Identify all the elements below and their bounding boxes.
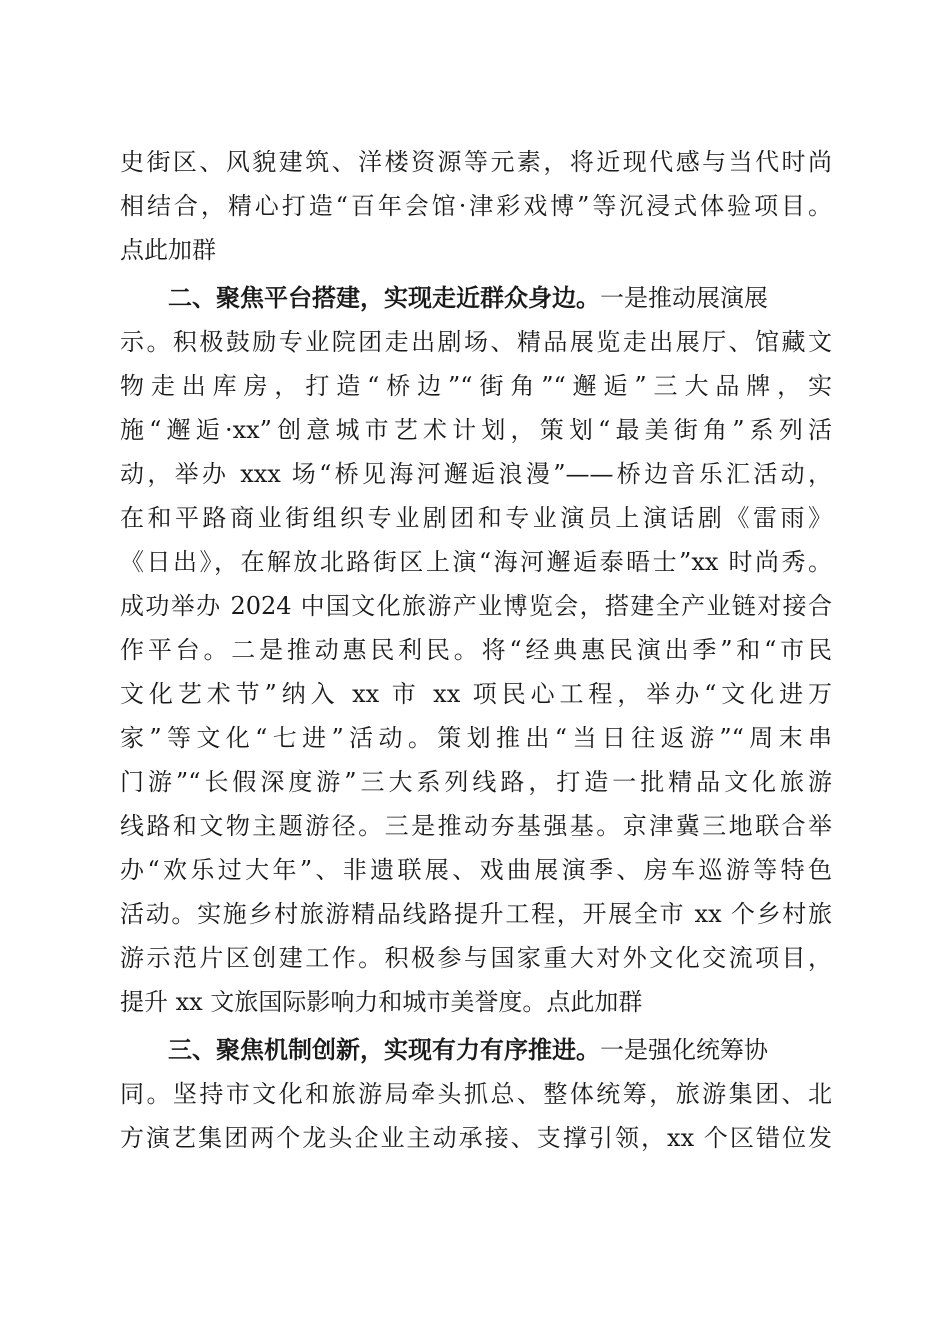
paragraph-2-line: 游示范片区创建工作。积极参与国家重大对外文化交流项目，: [120, 944, 832, 972]
paragraph-3-first-line: [168, 1030, 832, 1070]
paragraph-2-last-line: 提升 xx 文旅国际影响力和城市美誉度。点此加群: [120, 988, 643, 1016]
paragraph-1-line-3: 点此加群: [120, 236, 216, 264]
paragraph-2-line: 文化艺术节”纳入 xx 市 xx 项民心工程，举办“文化进万: [120, 680, 832, 708]
paragraph-2-line: 物走出库房，打造“桥边”“街角”“邂逅”三大品牌，实: [120, 372, 832, 400]
paragraph-2-line: 《日出》，在解放北路街区上演“海河邂逅泰晤士”xx 时尚秀。: [120, 548, 832, 576]
paragraph-2-line: 动，举办 xxx 场“桥见海河邂逅浪漫”——桥边音乐汇活动，: [120, 460, 832, 488]
paragraph-2-first-line-text: 一是推动展演展: [600, 284, 768, 312]
paragraph-2-line: 在和平路商业街组织专业剧团和专业演员上演话剧《雷雨》: [120, 504, 832, 532]
paragraph-2-line: 线路和文物主题游径。三是推动夯基强基。京津冀三地联合举: [120, 812, 832, 840]
paragraph-2-line: 活动。实施乡村旅游精品线路提升工程，开展全市 xx 个乡村旅: [120, 900, 832, 928]
paragraph-2-line: 成功举办 2024 中国文化旅游产业博览会，搭建全产业链对接合: [120, 592, 832, 620]
paragraph-2-line: 作平台。二是推动惠民利民。将“经典惠民演出季”和“市民: [120, 636, 832, 664]
section-heading-3: 三、聚焦机制创新，实现有力有序推进。: [168, 1036, 600, 1064]
paragraph-2-line: 示。积极鼓励专业院团走出剧场、精品展览走出展厅、馆藏文: [120, 328, 832, 356]
paragraph-3-line: 方演艺集团两个龙头企业主动承接、支撑引领，xx 个区错位发: [120, 1124, 832, 1152]
paragraph-2-line: 家”等文化“七进”活动。策划推出“当日往返游”“周末串: [120, 724, 832, 752]
paragraph-2-line: 办“欢乐过大年”、非遗联展、戏曲展演季、房车巡游等特色: [120, 856, 832, 884]
paragraph-3-line: 同。坚持市文化和旅游局牵头抓总、整体统筹，旅游集团、北: [120, 1080, 832, 1108]
paragraph-2-line: 门游”“长假深度游”三大系列线路，打造一批精品文化旅游: [120, 768, 832, 796]
paragraph-1-line-1: 史街区、风貌建筑、洋楼资源等元素，将近现代感与当代时尚: [120, 148, 832, 176]
paragraph-1-line-2: 相结合，精心打造“百年会馆·津彩戏博”等沉浸式体验项目。: [120, 192, 832, 220]
section-heading-2: 二、聚焦平台搭建，实现走近群众身边。: [168, 284, 600, 312]
paragraph-3-first-line-text: 一是强化统筹协: [600, 1036, 768, 1064]
paragraph-2-line: 施“邂逅·xx”创意城市艺术计划，策划“最美街角”系列活: [120, 416, 832, 444]
paragraph-2-first-line: [168, 278, 832, 318]
